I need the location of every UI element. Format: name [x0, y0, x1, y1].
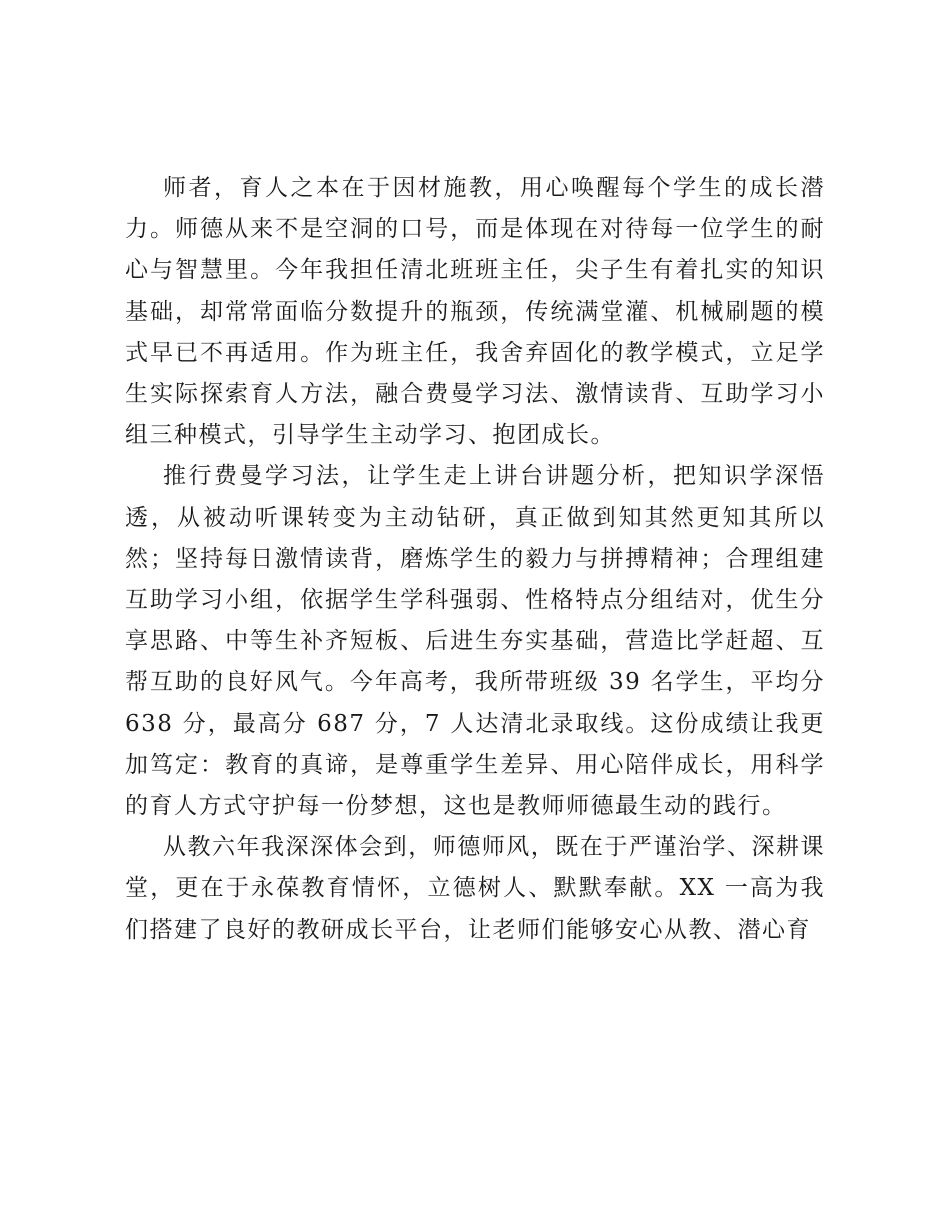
- paragraph-teaching-philosophy: 师者，育人之本在于因材施教，用心唤醒每个学生的成长潜力。师德从来不是空洞的口号，而是体现在对待每一位学生的耐心与智慧里。今年我担任清北班班主任，尖子生有着扎实的知识基础，却常常面临分数提升的瓶颈，传统满堂灌、机械刷题的模式早已不再适用。作为班主任，我舍弃固化的教学模式，立足学生实际探索育人方法，融合费曼学习法、激情读背、互助学习小组三种模式，引导学生主动学习、抱团成长。: [125, 175, 825, 449]
- paragraph-teaching-reflection: 从教六年我深深体会到，师德师风，既在于严谨治学、深耕课堂，更在于永葆教育情怀，立德树人、默默奉献。XX 一高为我们搭建了良好的教研成长平台，让老师们能够安心从教、潜心育: [125, 834, 825, 943]
- paragraph-teaching-methods-results: 推行费曼学习法，让学生走上讲台讲题分析，把知识学深悟透，从被动听课转变为主动钻研，真正做到知其然更知其所以然；坚持每日激情读背，磨炼学生的毅力与拼搏精神；合理组建互助学习小组，依据学生学科强弱、性格特点分组结对，优生分享思路、中等生补齐短板、后进生夯实基础，营造比学赶超、互帮互助的良好风气。今年高考，我所带班级 39 名学生，平均分 638 分，最高分 687 分，7 人达清北录取线。这份成绩让我更加笃定：教育的真谛，是尊重学生差异、用心陪伴成长，用科学的育人方式守护每一份梦想，这也是教师师德最生动的践行。: [125, 463, 825, 820]
- document-body: [125, 168, 825, 951]
